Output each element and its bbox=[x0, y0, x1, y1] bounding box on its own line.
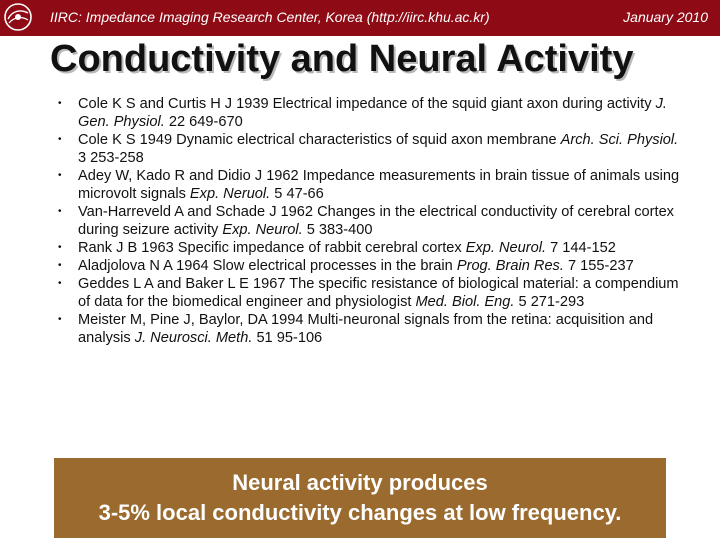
reference-item bbox=[40, 95, 680, 131]
reference-text: Adey W, Kado R and Didio J 1962 Impedance measurements in brain tissue of animals using microvolt signals bbox=[78, 168, 680, 202]
reference-citation: 5 271-293 bbox=[514, 294, 585, 310]
journal-name: Arch. Sci. Physiol. bbox=[560, 132, 679, 148]
reference-citation: 5 47-66 bbox=[270, 186, 324, 202]
journal-name: Exp. Neruol. bbox=[189, 186, 271, 202]
journal-name: J. Gen. Physiol. bbox=[78, 96, 667, 130]
journal-name: Exp. Neurol. bbox=[222, 222, 303, 238]
reference-citation: 5 383-400 bbox=[302, 222, 373, 238]
iirc-logo-icon bbox=[2, 1, 34, 33]
bullet: • bbox=[58, 206, 62, 217]
reference-citation: 7 155-237 bbox=[563, 258, 634, 274]
bullet: • bbox=[58, 314, 62, 325]
reference-item bbox=[40, 131, 680, 167]
reference-citation: 3 253-258 bbox=[78, 150, 144, 166]
bullet: • bbox=[58, 260, 62, 271]
header-bar bbox=[0, 0, 720, 36]
reference-text: Geddes L A and Baker L E 1967 The specific resistance of biological material: a compendium of data for the biomedical engineer and physiologist bbox=[78, 276, 679, 310]
callout-line-2: 3-5% local conductivity changes at low frequency. bbox=[98, 500, 622, 525]
reference-item bbox=[40, 257, 680, 275]
page-title: Conductivity and Neural Activity bbox=[50, 38, 634, 80]
reference-item bbox=[40, 239, 680, 257]
reference-citation: 51 95-106 bbox=[252, 330, 323, 346]
bullet: • bbox=[58, 242, 62, 253]
journal-name: Exp. Neurol. bbox=[465, 240, 547, 256]
reference-item bbox=[40, 167, 680, 203]
journal-name: J. Neurosci. Meth. bbox=[134, 330, 253, 346]
bullet: • bbox=[58, 98, 62, 109]
header-date: January 2010 bbox=[623, 9, 708, 25]
reference-text: Rank J B 1963 Specific impedance of rabbit cerebral cortex bbox=[78, 240, 466, 256]
reference-item bbox=[40, 311, 680, 347]
reference-citation: 22 649-670 bbox=[164, 114, 243, 130]
reference-item bbox=[40, 203, 680, 239]
journal-name: Med. Biol. Eng. bbox=[415, 294, 515, 310]
bullet: • bbox=[58, 134, 62, 145]
journal-name: Prog. Brain Res. bbox=[456, 258, 564, 274]
reference-text: Cole K S 1949 Dynamic electrical characteristics of squid axon membrane bbox=[78, 132, 561, 148]
bullet: • bbox=[58, 170, 62, 181]
header-organization: IIRC: Impedance Imaging Research Center, Korea (http://iirc.khu.ac.kr) bbox=[50, 9, 490, 25]
conclusion-callout bbox=[54, 458, 666, 538]
reference-text: Van-Harreveld A and Schade J 1962 Changes in the electrical conductivity of cerebral cortex during seizure activity bbox=[78, 204, 674, 238]
reference-item bbox=[40, 275, 680, 311]
reference-citation: 7 144-152 bbox=[546, 240, 616, 256]
bullet: • bbox=[58, 278, 62, 289]
reference-text: Meister M, Pine J, Baylor, DA 1994 Multi-neuronal signals from the retina: acquisition and analysis bbox=[78, 312, 654, 346]
reference-list bbox=[40, 95, 680, 347]
callout-line-1: Neural activity produces bbox=[232, 470, 488, 495]
reference-text: Cole K S and Curtis H J 1939 Electrical impedance of the squid giant axon during activity bbox=[78, 96, 656, 112]
reference-text: Aladjolova N A 1964 Slow electrical processes in the brain bbox=[78, 258, 457, 274]
